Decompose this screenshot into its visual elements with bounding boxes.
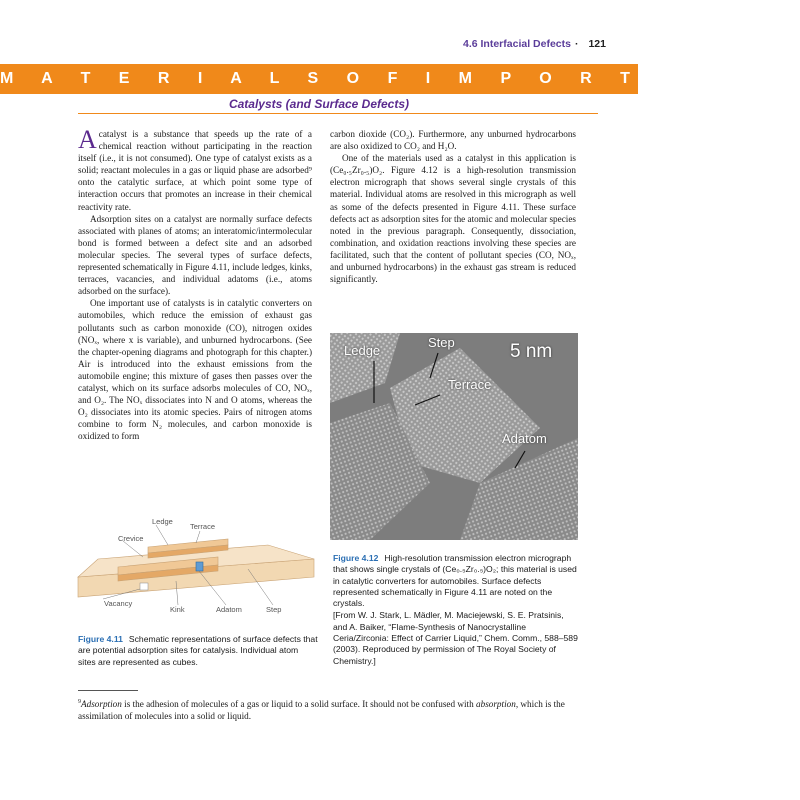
schematic-step-label: Step bbox=[266, 605, 282, 614]
page-number: 121 bbox=[588, 38, 606, 50]
feature-banner bbox=[0, 64, 800, 94]
figure-4-12-caption bbox=[333, 553, 578, 667]
drop-cap: A bbox=[78, 125, 97, 154]
left-column bbox=[78, 125, 312, 442]
paragraph-1-text: catalyst is a substance that speeds up the rate of a chemical reaction without participating in the reaction itself (i.e., it is not consumed). One type of catalyst exists as a solid; reactant molecules in a gas or liquid phase are adsorbed⁹ onto the catalytic surface, at which point some type of interaction occurs that promotes an increase in their chemical reactivity rate. bbox=[78, 129, 312, 212]
banner-title: M A T E R I A L S O F I M P O R T A N C E bbox=[0, 70, 800, 87]
figure-4-12-text: High-resolution transmission electron micrograph that shows single crystals of (Ce₀.₅Zr₀.₅)O₂; this material is used in catalytic converters for automobiles. Surface defects represented schematically in Figure 4.11 are noted on the crystals. bbox=[333, 553, 577, 609]
schematic-vacancy-label: Vacancy bbox=[104, 599, 133, 608]
right-column bbox=[330, 128, 576, 285]
figure-4-12-credit: [From W. J. Stark, L. Mädler, M. Maciejewski, S. E. Pratsinis, and A. Baiker, “Flame-Synthesis of Nanocrystalline Ceria/Zirconia: Effect of Carrier Liquid,” Chem. Comm., 588–589 (2003). Reproduced by permission of The Royal Society of Chemistry.] bbox=[333, 610, 578, 666]
footnote-rule bbox=[78, 690, 138, 691]
figure-4-11-text: Schematic representations of surface defects that are potential adsorption sites for catalysis. Individual atom sites are represented as cubes. bbox=[78, 634, 318, 667]
paragraph-5: One of the materials used as a catalyst in this application is (Ce₀.₅Zr₀.₅)O₂. Figure 4.12 is a high-resolution transmission electron micrograph that shows several single crystals of this material. Individual atoms are resolved in this micrograph as well as some of the defects presented in Figure 4.11. These surface defects act as adsorption sites for the atomic and molecular species noted in the previous paragraph. Consequently, dissociation, combination, and oxidation reactions involving these species are facilitated, such that the content of pollutant species (CO, NOₓ, and unburned hydrocarbons) in the exhaust gas stream is reduced significantly. bbox=[330, 153, 576, 285]
adatom-label: Adatom bbox=[502, 431, 547, 446]
surface-defects-schematic bbox=[78, 517, 314, 617]
figure-4-12-number: Figure 4.12 bbox=[333, 553, 379, 563]
paragraph-1 bbox=[78, 125, 312, 213]
vacancy-site bbox=[140, 583, 148, 590]
figure-4-11-caption bbox=[78, 634, 318, 668]
footnote-text-1: is the adhesion of molecules of a gas or liquid to a solid surface. It should not be confused with bbox=[121, 699, 476, 710]
footnote bbox=[78, 696, 578, 722]
footnote-text-2: , which is the assimilation of molecules into a solid or liquid. bbox=[78, 699, 565, 722]
paragraph-2: Adsorption sites on a catalyst are normally surface defects associated with planes of atoms; an interatomic/intermolecular bond is formed between a defect site and an adsorbed molecular species. The several types of surface defects, represented schematically in Figure 4.11, include ledges, kinks, terraces, vacancies, and individual adatoms (i.e., atoms adsorbed on the surface). bbox=[78, 213, 312, 297]
subtitle-rule bbox=[78, 113, 598, 114]
running-header bbox=[463, 38, 606, 50]
schematic-ledge-label: Ledge bbox=[152, 517, 173, 526]
feature-subtitle: Catalysts (and Surface Defects) bbox=[228, 97, 410, 111]
header-separator: · bbox=[574, 38, 579, 50]
footnote-term-2: absorption bbox=[476, 699, 516, 710]
step-label: Step bbox=[428, 335, 455, 350]
schematic-crevice-label: Crevice bbox=[118, 534, 144, 543]
ledge-label: Ledge bbox=[344, 343, 381, 358]
schematic-adatom-label: Adatom bbox=[216, 605, 242, 614]
tem-micrograph bbox=[330, 333, 578, 540]
schematic-terrace-label: Terrace bbox=[190, 522, 216, 531]
footnote-mark: 9 bbox=[78, 699, 81, 705]
adatom-cube bbox=[196, 562, 203, 571]
section-title: 4.6 Interfacial Defects bbox=[463, 38, 571, 50]
terrace-label: Terrace bbox=[448, 377, 492, 392]
figure-4-11-number: Figure 4.11 bbox=[78, 634, 123, 644]
footnote-term: Adsorption bbox=[81, 699, 122, 710]
paragraph-3: One important use of catalysts is in catalytic converters on automobiles, which reduce the emission of exhaust gas pollutants such as carbon monoxide (CO), nitrogen oxides (NOₓ, where x is variable), and unburned hydrocarbons. (See the chapter-opening diagrams and photograph for this chapter.) Air is introduced into the exhaust emissions from the automobile engine; this mixture of gases then passes over the catalyst, which on its surface adsorbs molecules of CO, NOₓ, and O₂. The NOₓ dissociates into N and O atoms, whereas the O₂ dissociates into its atomic species. Pairs of nitrogen atoms combine to form N₂ molecules, and carbon monoxide is oxidized to form bbox=[78, 298, 312, 442]
paragraph-4: carbon dioxide (CO₂). Furthermore, any unburned hydrocarbons are also oxidized to CO₂ and H₂O. bbox=[330, 129, 576, 152]
scale-bar-label: 5 nm bbox=[510, 341, 553, 362]
schematic-kink-label: Kink bbox=[170, 605, 185, 614]
